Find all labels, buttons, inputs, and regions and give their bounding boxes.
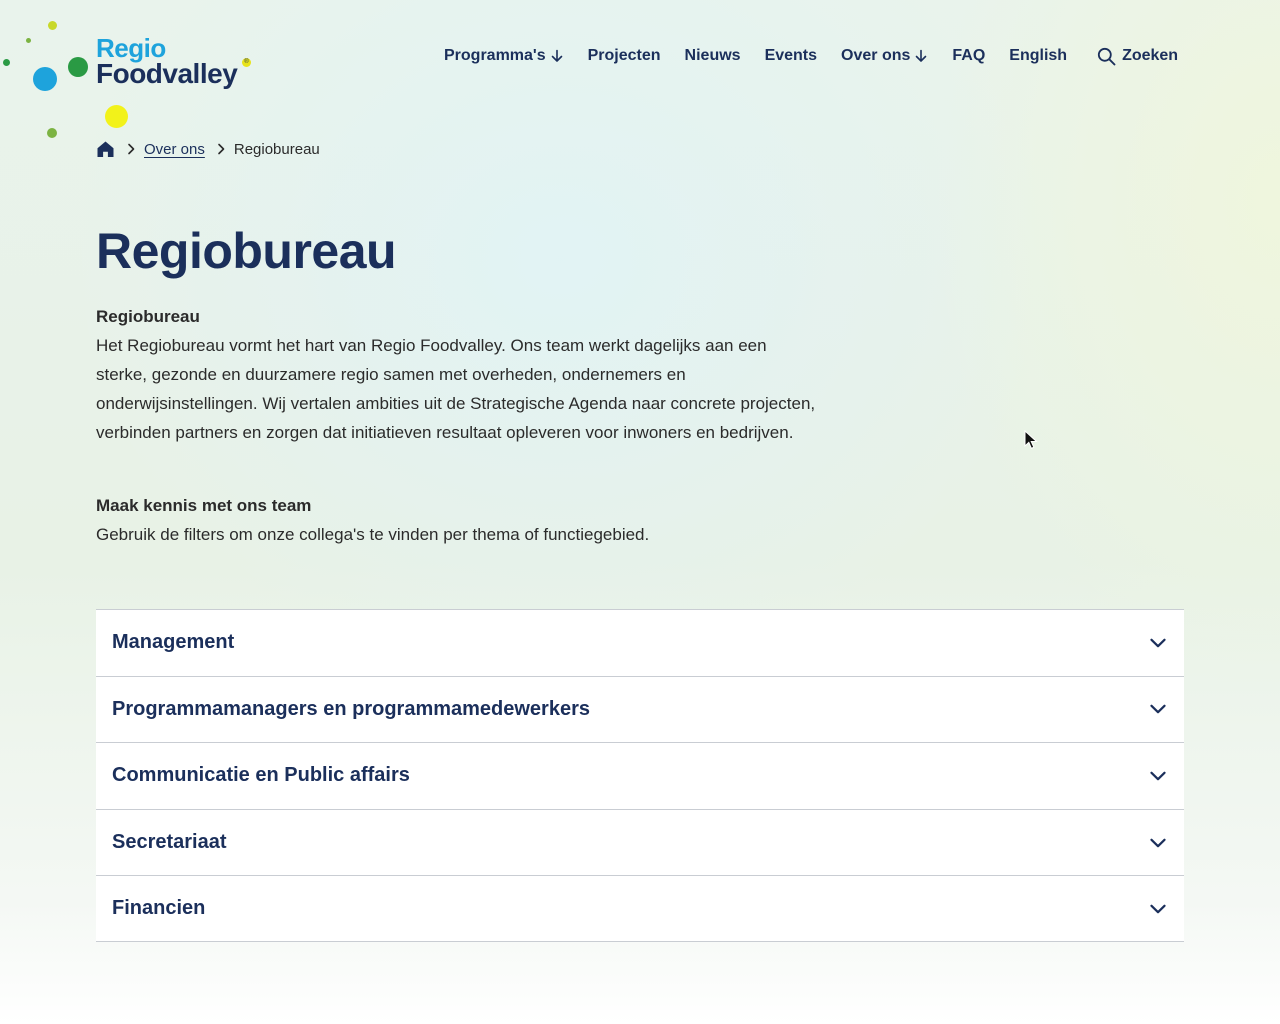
site-logo[interactable]	[96, 34, 266, 94]
accordion-item-label: Communicatie en Public affairs	[112, 764, 410, 787]
arrow-down-icon	[914, 49, 928, 63]
breadcrumb-separator	[127, 143, 135, 155]
logo-dot-green-small	[26, 38, 31, 43]
accordion-item-financien[interactable]	[96, 875, 1184, 942]
nav-item-label: Events	[764, 47, 818, 64]
arrow-down-icon	[550, 49, 564, 63]
team-heading: Maak kennis met ons team	[96, 496, 312, 515]
intro-section	[96, 302, 816, 447]
chevron-down-icon	[1150, 704, 1166, 714]
page-title: Regiobureau	[96, 223, 397, 279]
logo-dot-yellow	[105, 105, 128, 128]
chevron-down-icon	[1150, 771, 1166, 781]
breadcrumb	[96, 139, 320, 159]
breadcrumb-separator	[217, 143, 225, 155]
chevron-right-icon	[217, 143, 225, 155]
breadcrumb-current: Regiobureau	[233, 140, 320, 158]
nav-item-label: Nieuws	[684, 47, 741, 64]
logo-text-foodvalley: Foodvalley	[96, 58, 238, 89]
breadcrumb-link-over-ons[interactable]: Over ons	[144, 140, 205, 158]
chevron-down-icon	[1150, 838, 1166, 848]
team-text: Gebruik de filters om onze collega's te vinden per thema of functiegebied.	[96, 525, 650, 544]
accordion-item-label: Management	[112, 631, 235, 654]
accordion-item-label: Programmamanagers en programmamedewerkers	[112, 697, 590, 720]
team-section	[96, 491, 816, 549]
search-icon	[1097, 47, 1116, 66]
logo-dot-green-left	[3, 59, 10, 66]
nav-item-programmas[interactable]	[444, 47, 564, 65]
logo-dot-blue	[33, 67, 57, 91]
nav-item-english[interactable]	[1009, 47, 1067, 65]
logo-dot-green	[68, 57, 88, 77]
intro-heading: Regiobureau	[96, 307, 200, 326]
logo-dot-green-bottom	[47, 128, 57, 138]
accordion-item-communicatie[interactable]	[96, 742, 1184, 809]
nav-item-projecten[interactable]	[588, 47, 661, 65]
logo-registered-mark: ®	[242, 58, 251, 67]
mouse-cursor-icon	[1024, 430, 1038, 450]
logo-dot-lime-top	[48, 21, 57, 30]
nav-item-events[interactable]	[765, 47, 817, 65]
logo-text-regio: Regio	[96, 33, 166, 63]
nav-item-label: English	[1009, 47, 1068, 64]
accordion-item-management[interactable]	[96, 609, 1184, 676]
nav-item-label: FAQ	[952, 47, 986, 64]
nav-item-faq[interactable]	[952, 47, 985, 65]
search-label: Zoeken	[1122, 47, 1179, 64]
chevron-right-icon	[127, 143, 135, 155]
home-icon	[96, 140, 115, 158]
team-accordion	[96, 609, 1184, 942]
accordion-item-programmamanagers[interactable]	[96, 676, 1184, 743]
chevron-down-icon	[1150, 638, 1166, 648]
accordion-item-label: Secretariaat	[112, 831, 227, 854]
accordion-item-secretariaat[interactable]	[96, 809, 1184, 876]
nav-item-nieuws[interactable]	[685, 47, 741, 65]
nav-item-label: Over ons	[841, 47, 911, 64]
search-button[interactable]	[1097, 47, 1178, 66]
breadcrumb-home[interactable]	[96, 140, 115, 158]
nav-item-over-ons[interactable]	[841, 47, 928, 65]
nav-item-label: Programma's	[444, 47, 546, 64]
main-navigation	[444, 44, 1178, 68]
intro-text: Het Regiobureau vormt het hart van Regio Foodvalley. Ons team werkt dagelijks aan een sterke, gezonde en duurzamere regio samen met overheden, ondernemers en onderwijsinstellingen. Wij vertalen ambities uit de Strategische Agenda naar concrete projecten, verbinden partners en zorgen dat initiatieven resultaat opleveren voor inwoners en bedrijven.	[96, 336, 816, 442]
accordion-item-label: Financien	[112, 897, 206, 920]
nav-item-label: Projecten	[587, 47, 661, 64]
chevron-down-icon	[1150, 904, 1166, 914]
